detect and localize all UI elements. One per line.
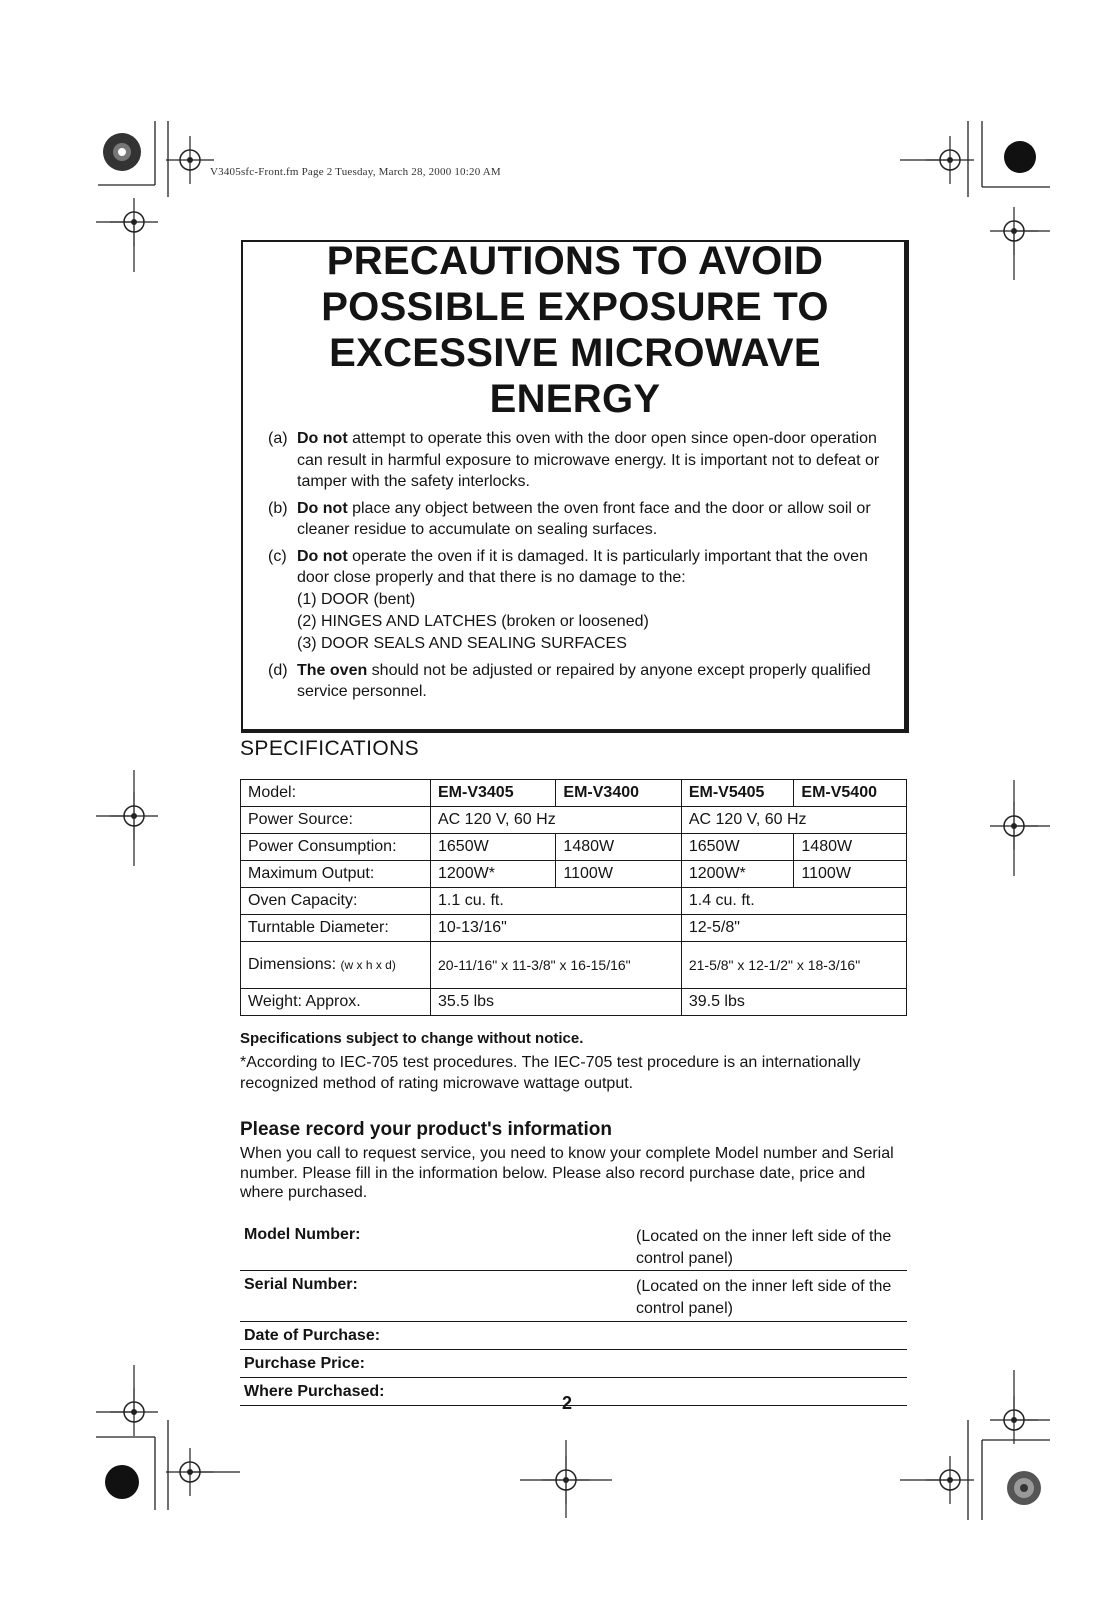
- table-row: [241, 942, 907, 989]
- color-target-icon: [105, 1465, 139, 1499]
- row-label: Weight: Approx.: [241, 989, 431, 1016]
- table-row: [241, 834, 907, 861]
- item-label: (c): [268, 547, 287, 565]
- table-cell: 12-5/8": [681, 915, 906, 942]
- field-label: Where Purchased:: [244, 1383, 385, 1400]
- purchase-price-field[interactable]: [240, 1350, 907, 1378]
- precaution-item-a: [268, 428, 898, 493]
- color-target-icon: [1004, 141, 1036, 173]
- title-line: POSSIBLE EXPOSURE TO: [321, 285, 829, 329]
- precaution-item-c: [268, 546, 898, 655]
- item-text: should not be adjusted or repaired by anyone except properly qualified service personnel.: [297, 661, 871, 700]
- item-text: attempt to operate this oven with the door open since open-door operation can result in harmful exposure to microwave energy. It is important not to defeat or tamper with the safety interlocks.: [297, 430, 880, 490]
- table-cell: AC 120 V, 60 Hz: [681, 807, 906, 834]
- specifications-table: [240, 779, 907, 1016]
- row-label: Power Consumption:: [241, 834, 431, 861]
- serial-number-field[interactable]: [240, 1271, 907, 1322]
- iec-footnote: *According to IEC-705 test procedures. The IEC-705 test procedure is an internationally recognized method of rating microwave wattage output.: [240, 1054, 861, 1092]
- field-note: (Located on the inner left side of the control panel): [636, 1228, 892, 1267]
- precautions-list: [268, 428, 898, 708]
- model-header: EM-V5405: [681, 780, 794, 807]
- record-instructions: When you call to request service, you need to know your complete Model number and Serial number. Please fill in the information below. Please also record purchase date, price and where purchased.: [240, 1145, 894, 1201]
- table-row: [241, 915, 907, 942]
- row-label: Model:: [241, 780, 431, 807]
- row-label: [241, 942, 431, 989]
- color-target-icon: [1007, 1471, 1041, 1505]
- field-note: (Located on the inner left side of the control panel): [636, 1278, 892, 1317]
- color-target-icon: [103, 133, 141, 171]
- table-row: [241, 780, 907, 807]
- item-lead: Do not: [297, 499, 348, 517]
- table-cell: 10-13/16": [431, 915, 682, 942]
- row-label-note: (w x h x d): [340, 958, 396, 972]
- damage-subitem: (3) DOOR SEALS AND SEALING SURFACES: [297, 634, 627, 652]
- item-text: operate the oven if it is damaged. It is particularly important that the oven door close properly and that there is no damage to the:: [297, 547, 868, 586]
- item-label: (b): [268, 499, 288, 517]
- corner-crop-mark-icon: [968, 1420, 1050, 1520]
- table-cell: 1100W: [556, 861, 681, 888]
- item-text: place any object between the oven front face and the door or allow soil or cleaner residue to accumulate on sealing surfaces.: [297, 499, 871, 538]
- table-row: [241, 861, 907, 888]
- date-of-purchase-field[interactable]: [240, 1322, 907, 1350]
- precautions-title: [241, 238, 909, 422]
- field-label: Purchase Price:: [244, 1355, 365, 1372]
- table-cell: 1.4 cu. ft.: [681, 888, 906, 915]
- record-heading: Please record your product's information: [240, 1119, 612, 1140]
- table-cell: 35.5 lbs: [431, 989, 682, 1016]
- table-cell: 1100W: [794, 861, 907, 888]
- table-cell: 1200W*: [681, 861, 794, 888]
- field-label: Date of Purchase:: [244, 1327, 381, 1344]
- corner-crop-mark-icon: [96, 1420, 168, 1510]
- title-line: EXCESSIVE MICROWAVE: [329, 331, 821, 375]
- damage-subitem: (1) DOOR (bent): [297, 590, 416, 608]
- model-header: EM-V3400: [556, 780, 681, 807]
- model-header: EM-V3405: [431, 780, 556, 807]
- table-cell: 1650W: [681, 834, 794, 861]
- precaution-item-b: [268, 498, 898, 541]
- table-cell: 1200W*: [431, 861, 556, 888]
- title-line: ENERGY: [489, 377, 661, 421]
- where-purchased-field[interactable]: [240, 1378, 907, 1406]
- table-cell: 1.1 cu. ft.: [431, 888, 682, 915]
- registration-mark-icon: [166, 136, 214, 184]
- damage-subitem: (2) HINGES AND LATCHES (broken or loosened): [297, 612, 649, 630]
- row-label: Maximum Output:: [241, 861, 431, 888]
- table-cell: 21-5/8" x 12-1/2" x 18-3/16": [681, 942, 906, 989]
- row-label: Oven Capacity:: [241, 888, 431, 915]
- table-cell: 1480W: [556, 834, 681, 861]
- item-label: (d): [268, 661, 288, 679]
- row-label: Power Source:: [241, 807, 431, 834]
- table-row: [241, 888, 907, 915]
- item-lead: Do not: [297, 430, 348, 447]
- table-cell: 20-11/16" x 11-3/8" x 16-15/16": [431, 942, 682, 989]
- spec-change-notice: Specifications subject to change without notice.: [240, 1030, 584, 1047]
- item-lead: Do not: [297, 547, 348, 565]
- row-label-text: Dimensions:: [248, 956, 337, 973]
- item-label: (a): [268, 430, 288, 447]
- table-cell: 1480W: [794, 834, 907, 861]
- table-cell: 1650W: [431, 834, 556, 861]
- model-number-field[interactable]: [240, 1218, 907, 1271]
- table-cell: 39.5 lbs: [681, 989, 906, 1016]
- field-label: Model Number:: [244, 1226, 361, 1243]
- page-number: 2: [562, 1393, 573, 1413]
- table-row: [241, 989, 907, 1016]
- product-info-form: [240, 1218, 907, 1406]
- damage-sublist: [297, 589, 898, 655]
- title-line: PRECAUTIONS TO AVOID: [326, 239, 824, 283]
- file-header-line: V3405sfc-Front.fm Page 2 Tuesday, March 28, 2000 10:20 AM: [210, 166, 501, 178]
- row-label: Turntable Diameter:: [241, 915, 431, 942]
- table-row: [241, 807, 907, 834]
- model-header: EM-V5400: [794, 780, 907, 807]
- field-label: Serial Number:: [244, 1276, 358, 1293]
- item-lead: The oven: [297, 661, 368, 679]
- specifications-heading: SPECIFICATIONS: [240, 737, 420, 760]
- precaution-item-d: [268, 660, 898, 703]
- table-cell: AC 120 V, 60 Hz: [431, 807, 682, 834]
